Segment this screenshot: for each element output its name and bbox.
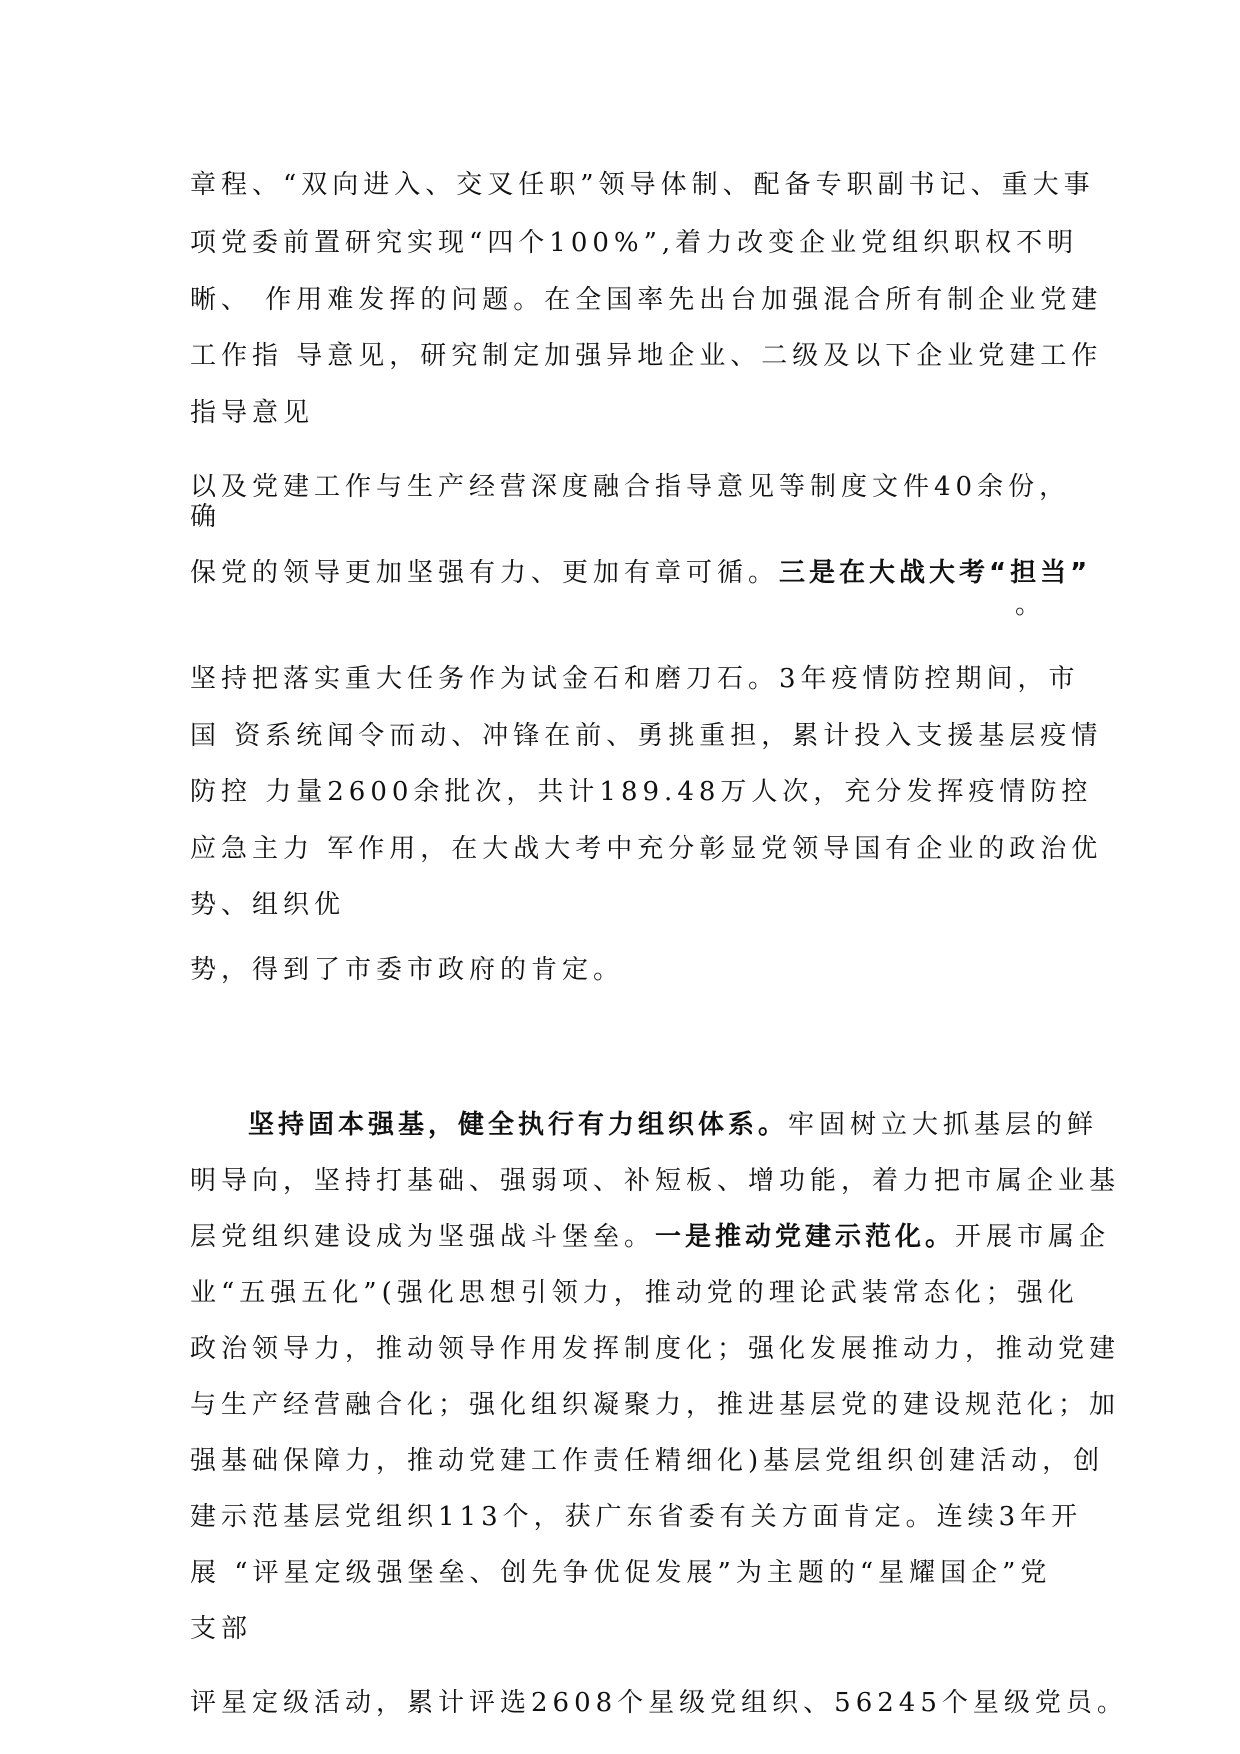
bold-heading: 坚持固本强基，健全执行有力组织体系。	[248, 1110, 789, 1140]
text-run: 牢固树立大抓基层的鲜	[788, 1110, 1099, 1140]
text-line: 建示范基层党组织113个，获广东省委有关方面肯定。连续3年开	[190, 1502, 1083, 1532]
text-run: 开展市属企	[955, 1222, 1111, 1252]
text-line: 展 “评星定级强堡垒、创先争优促发展”为主题的“星耀国企”党	[190, 1558, 1052, 1588]
text-run: 保党的领导更加坚强有力、更加有章可循。	[190, 558, 780, 588]
text-line: 坚持把落实重大任务作为试金石和磨刀石。3年疫情防控期间，市	[190, 664, 1080, 694]
text-line: 工作指 导意见，研究制定加强异地企业、二级及以下企业党建工作	[190, 341, 1103, 371]
bold-heading: 三是在大战大考“担当”	[779, 558, 1092, 588]
text-line: 支部	[190, 1614, 253, 1644]
text-line: 评星定级活动，累计评选2608个星级党组织、56245个星级党员。	[190, 1688, 1128, 1718]
text-line: 项党委前置研究实现“四个100%”,着力改变企业党组织职权不明	[190, 228, 1079, 258]
text-line: 以及党建工作与生产经营深度融合指导意见等制度文件40余份，	[190, 472, 1071, 502]
text-line: 国 资系统闻令而动、冲锋在前、勇挑重担，累计投入支援基层疫情	[190, 721, 1103, 751]
text-line: 章程、“双向进入、交叉任职”领导体制、配备专职副书记、重大事	[190, 170, 1095, 200]
bold-heading: 一是推动党建示范化。	[655, 1222, 956, 1252]
text-line: 防控 力量2600余批次，共计189.48万人次，充分发挥疫情防控	[190, 777, 1093, 807]
text-line: 势，得到了市委市政府的肯定。	[190, 955, 625, 985]
text-line	[248, 1108, 1098, 1142]
text-line: 。	[1015, 590, 1047, 620]
text-line: 确	[190, 502, 222, 532]
text-line: 政治领导力，推动领导作用发挥制度化；强化发展推动力，推动党建	[190, 1334, 1121, 1364]
text-line: 业“五强五化”(强化思想引领力，推动党的理论武装常态化；强化	[190, 1278, 1079, 1308]
text-line: 势、组织优	[190, 890, 346, 920]
text-line: 应急主力 军作用，在大战大考中充分彰显党领导国有企业的政治优	[190, 834, 1103, 864]
text-line: 与生产经营融合化；强化组织凝聚力，推进基层党的建设规范化；加	[190, 1390, 1121, 1420]
text-line: 晰、 作用难发挥的问题。在全国率先出台加强混合所有制企业党建	[190, 285, 1103, 315]
text-line	[190, 1220, 1110, 1254]
text-line	[190, 556, 1091, 590]
text-line: 明导向，坚持打基础、强弱项、补短板、增功能，着力把市属企业基	[190, 1166, 1121, 1196]
text-line: 指导意见	[190, 398, 315, 428]
text-run: 层党组织建设成为坚强战斗堡垒。	[190, 1222, 656, 1252]
text-line: 强基础保障力，推动党建工作责任精细化)基层党组织创建活动，创	[190, 1446, 1105, 1476]
